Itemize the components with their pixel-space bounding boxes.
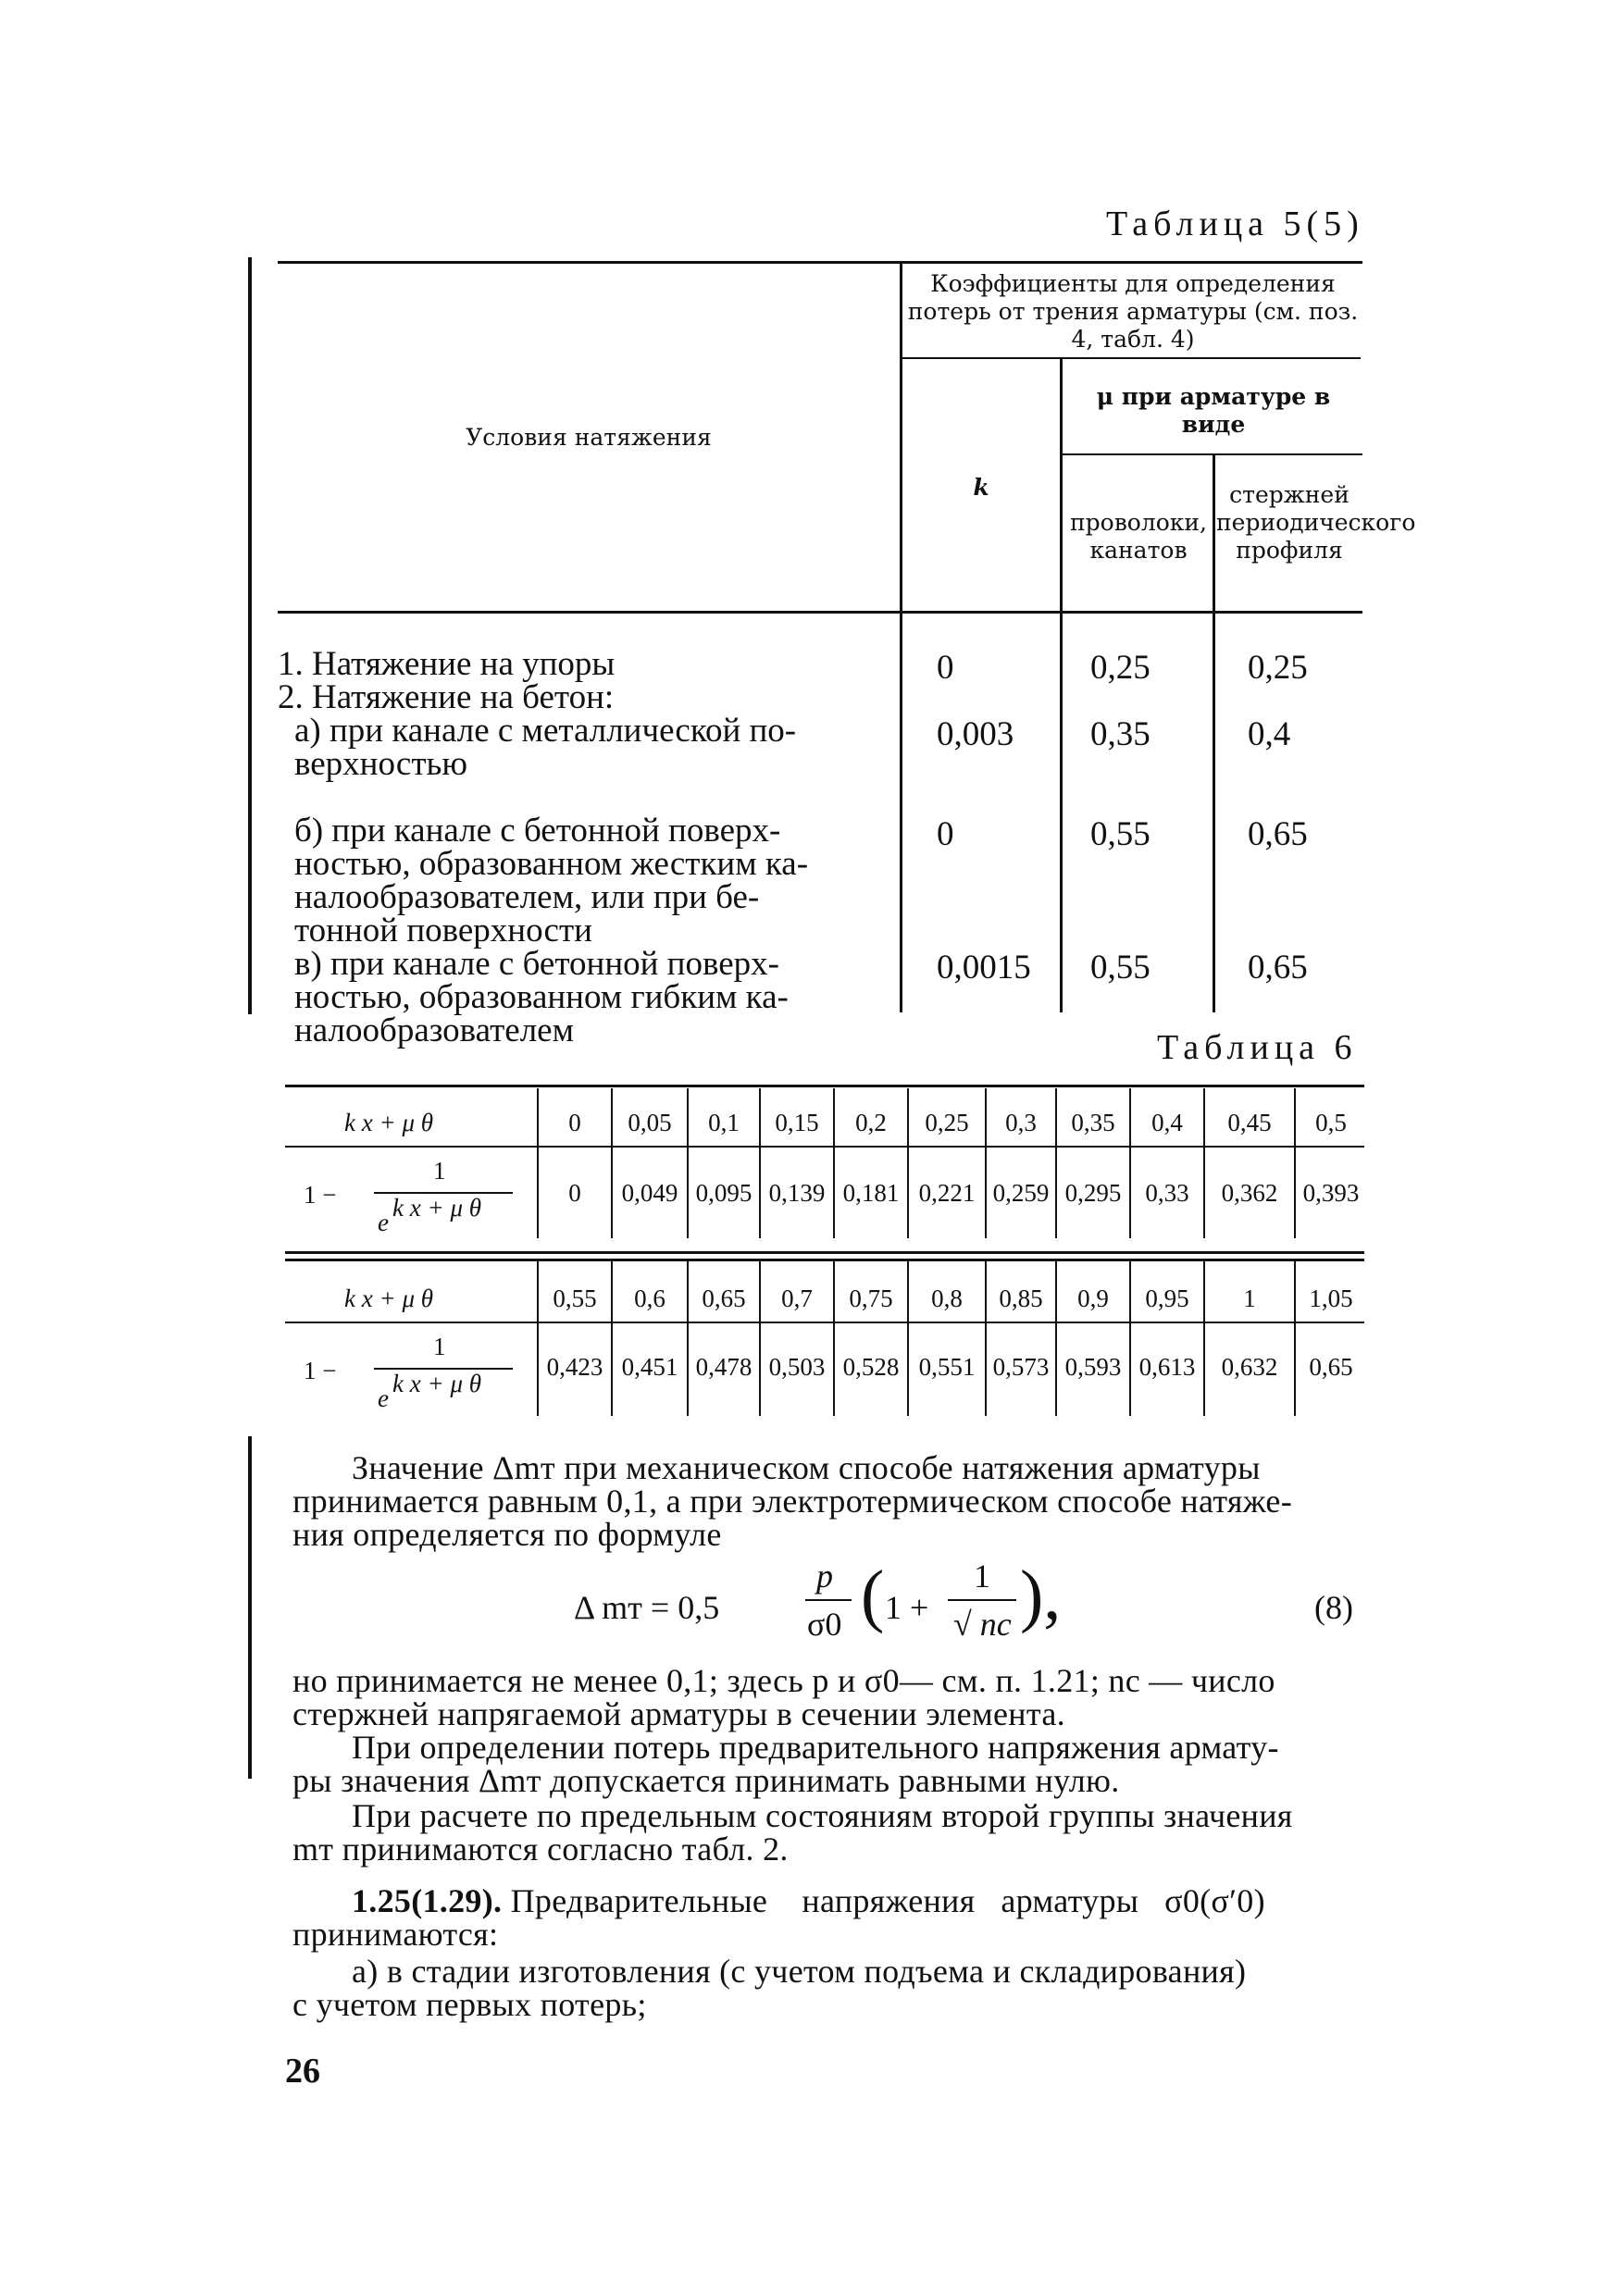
paragraph-line: mт принимаются согласно табл. 2. [292,1831,789,1868]
table6-cell-value: 0,528 [842,1353,900,1381]
clause-number: 1.25(1.29). [352,1882,503,1919]
formula-inner-den: √ nc [953,1606,1012,1643]
table6-cell-argument: 0,9 [1077,1285,1109,1312]
table6-cell-argument: 0,55 [553,1285,597,1312]
table6-cell-argument: 0,7 [781,1285,813,1312]
margin-bar-text [248,1436,252,1779]
table5-cell-k: 0,003 [937,715,1014,753]
table6-cell-value: 0,423 [546,1353,603,1381]
table5-header-conditions: Условия натяжения [466,424,712,451]
table6-cell-argument: 0,2 [855,1109,887,1136]
table6-label-numerator: 1 [433,1157,446,1185]
paragraph-stage-a [292,1955,1366,2021]
table5-condition-line: ностью, образованном гибким ка- [294,978,789,1016]
table5-header-wire: проволоки, канатов [1069,509,1207,564]
paragraph-clause-1-25 [292,1884,1366,1951]
table5-header-mu: μ при арматуре в виде [1096,383,1331,438]
formula-den-sigma: σ0 [807,1606,842,1643]
table5-condition-line: б) при канале с бетонной поверх- [294,812,781,850]
table6-cell-argument: 0,05 [628,1109,672,1136]
table6-cell-argument: 0,4 [1151,1109,1183,1136]
formula-num-p: p [816,1558,833,1595]
table6-cell-argument: 0,25 [925,1109,969,1136]
table6-label-one-minus: 1 − [304,1357,337,1384]
paragraph-line: с учетом первых потерь; [292,1986,647,2023]
table6-cell-value: 0,478 [695,1353,753,1381]
table6-cell-value: 0,295 [1064,1179,1122,1207]
table5-cell-mu-wire: 0,35 [1090,715,1151,753]
table6-top-rule [285,1085,1364,1087]
margin-bar-table5 [248,257,252,1014]
table6-cell-argument: 0,65 [702,1285,746,1312]
table6-block-separator-1 [285,1251,1364,1254]
table6-cell-value: 0,139 [768,1179,826,1207]
table6-cell-value: 0,33 [1145,1179,1189,1207]
table5-header-rods: стержней периодического профиля [1216,481,1416,564]
table6-cell-value: 0,551 [918,1353,976,1381]
table6-cell-argument: 0,15 [775,1109,819,1136]
table6-cell-argument: 0,3 [1005,1109,1037,1136]
table6-label-numerator: 1 [433,1333,446,1360]
table6-cell-value: 0,221 [918,1179,976,1207]
table6-label-one-minus: 1 − [304,1181,337,1209]
table6-label-exponent: k x + μ θ [392,1194,482,1222]
table5-vline-3 [1213,455,1215,1012]
table5-vline-2 [1060,359,1063,1012]
table6-cell-argument: 0,95 [1145,1285,1189,1312]
table6-cell-argument: 1 [1243,1285,1256,1312]
paragraph-line: При расчете по предельным состояниям второй группы значения [352,1797,1293,1834]
table5-condition-line: верхностью [294,745,468,783]
paragraph-line: ния определяется по формуле [292,1516,722,1553]
table5-header-k: k [973,474,989,501]
paragraph-line: принимается равным 0,1, а при электротермическом способе натяже- [292,1483,1293,1520]
table5-condition-line: 1. Натяжение на упоры [278,645,616,683]
paragraph-delta-m [292,1451,1366,1551]
formula-paren-left: ( [861,1557,885,1634]
table5-cell-mu-wire: 0,55 [1090,949,1151,987]
table5-condition-line: тонной поверхности [294,912,592,949]
paragraph-where [292,1664,1366,1731]
table5-condition-line: в) при канале с бетонной поверх- [294,945,779,983]
page-number: 26 [285,2052,320,2091]
paragraph-line: При определении потерь предварительного напряжения армату- [352,1729,1279,1766]
table6-label-argument: k x + μ θ [344,1285,434,1312]
formula-lhs: Δ mт = 0,5 [574,1589,720,1626]
table5-condition-line: налообразователем [294,1011,574,1049]
clause-text: Предварительные напряжения арматуры σ0(σ′0) [510,1882,1265,1919]
table6-cell-argument: 0,8 [931,1285,963,1312]
table5-cell-k: 0 [937,815,954,853]
table6-label-function [304,1333,526,1416]
table6-cell-value: 0,393 [1302,1179,1360,1207]
table6-cell-argument: 0,5 [1315,1109,1347,1136]
table6-label-argument: k x + μ θ [344,1109,434,1136]
table6-cell-argument: 0,35 [1071,1109,1115,1136]
paragraph-line: ры значения Δmт допускается принимать равными нулю. [292,1762,1120,1799]
table5-cell-mu-wire: 0,25 [1090,649,1151,687]
table6-cell-argument: 0,45 [1227,1109,1272,1136]
table6-label-exp-base: e [378,1384,389,1412]
table6-cell-value: 0,65 [1309,1353,1353,1381]
table6-cell-value: 0,259 [992,1179,1050,1207]
table6-cell-argument: 0,6 [634,1285,665,1312]
table5-cell-mu-rods: 0,65 [1248,949,1308,987]
formula-paren-right: ), [1020,1557,1062,1634]
table6-cell-value: 0,095 [695,1179,753,1207]
formula-one-plus: 1 + [885,1589,929,1626]
table5-cell-mu-rods: 0,4 [1248,715,1291,753]
table5-condition-line: ностью, образованном жестким ка- [294,845,809,883]
table5-condition-line: а) при канале с металлической по- [294,712,797,750]
table6-cell-value: 0,613 [1138,1353,1196,1381]
table5-condition-line: налообразователем, или при бе- [294,878,760,916]
table6-cell-value: 0 [568,1179,581,1207]
table6-cell-value: 0,632 [1221,1353,1278,1381]
table5-caption: Таблица 5(5) [1106,205,1364,243]
formula-inner-bar [948,1599,1016,1601]
table6-cell-value: 0,181 [842,1179,900,1207]
paragraph-line: Значение Δmт при механическом способе натяжения арматуры [352,1449,1261,1486]
paragraph-second-group [292,1799,1366,1866]
paragraph-line: а) в стадии изготовления (с учетом подъема и складирования) [352,1953,1247,1990]
table6-cell-value: 0,451 [621,1353,678,1381]
table6-caption: Таблица 6 [1157,1028,1358,1067]
formula-number: (8) [1314,1589,1353,1626]
table6-label-exp-base: e [378,1209,389,1236]
table6-cell-value: 0,049 [621,1179,678,1207]
formula-8 [574,1557,1370,1658]
table6-cell-value: 0,503 [768,1353,826,1381]
table6-label-exponent: k x + μ θ [392,1370,482,1397]
formula-fraction-bar [805,1599,852,1601]
table5-cell-mu-rods: 0,65 [1248,815,1308,853]
table6-cell-argument: 0,75 [849,1285,893,1312]
table5-vline-1 [900,263,902,1012]
table5-group-rule [902,357,1361,359]
table6-cell-value: 0,573 [992,1353,1050,1381]
table5-top-rule [278,261,1362,264]
table6-cell-argument: 0,85 [999,1285,1043,1312]
table5-cell-k: 0,0015 [937,949,1031,987]
paragraph-line: но принимается не менее 0,1; здесь p и σ0— см. п. 1.21; nc — число [292,1662,1275,1699]
table6-label-function [304,1157,526,1240]
table6-cell-argument: 0 [568,1109,581,1136]
paragraph-line: принимаются: [292,1916,499,1953]
paragraph-line: стержней напрягаемой арматуры в сечении элемента. [292,1695,1065,1732]
table5-cell-k: 0 [937,649,954,687]
table5-condition-line: 2. Натяжение на бетон: [278,678,615,716]
table6-cell-argument: 1,05 [1309,1285,1353,1312]
table6-cell-value: 0,593 [1064,1353,1122,1381]
table5-header-bottom-rule [278,611,1362,614]
table5-cell-mu-rods: 0,25 [1248,649,1308,687]
paragraph-losses [292,1731,1366,1797]
table6-cell-argument: 0,1 [708,1109,740,1136]
table6-cell-value: 0,362 [1221,1179,1278,1207]
table5-header-group: Коэффициенты для определения потерь от трения арматуры (см. поз. 4, табл. 4) [907,270,1359,353]
table5-cell-mu-wire: 0,55 [1090,815,1151,853]
formula-inner-num: 1 [974,1558,990,1595]
